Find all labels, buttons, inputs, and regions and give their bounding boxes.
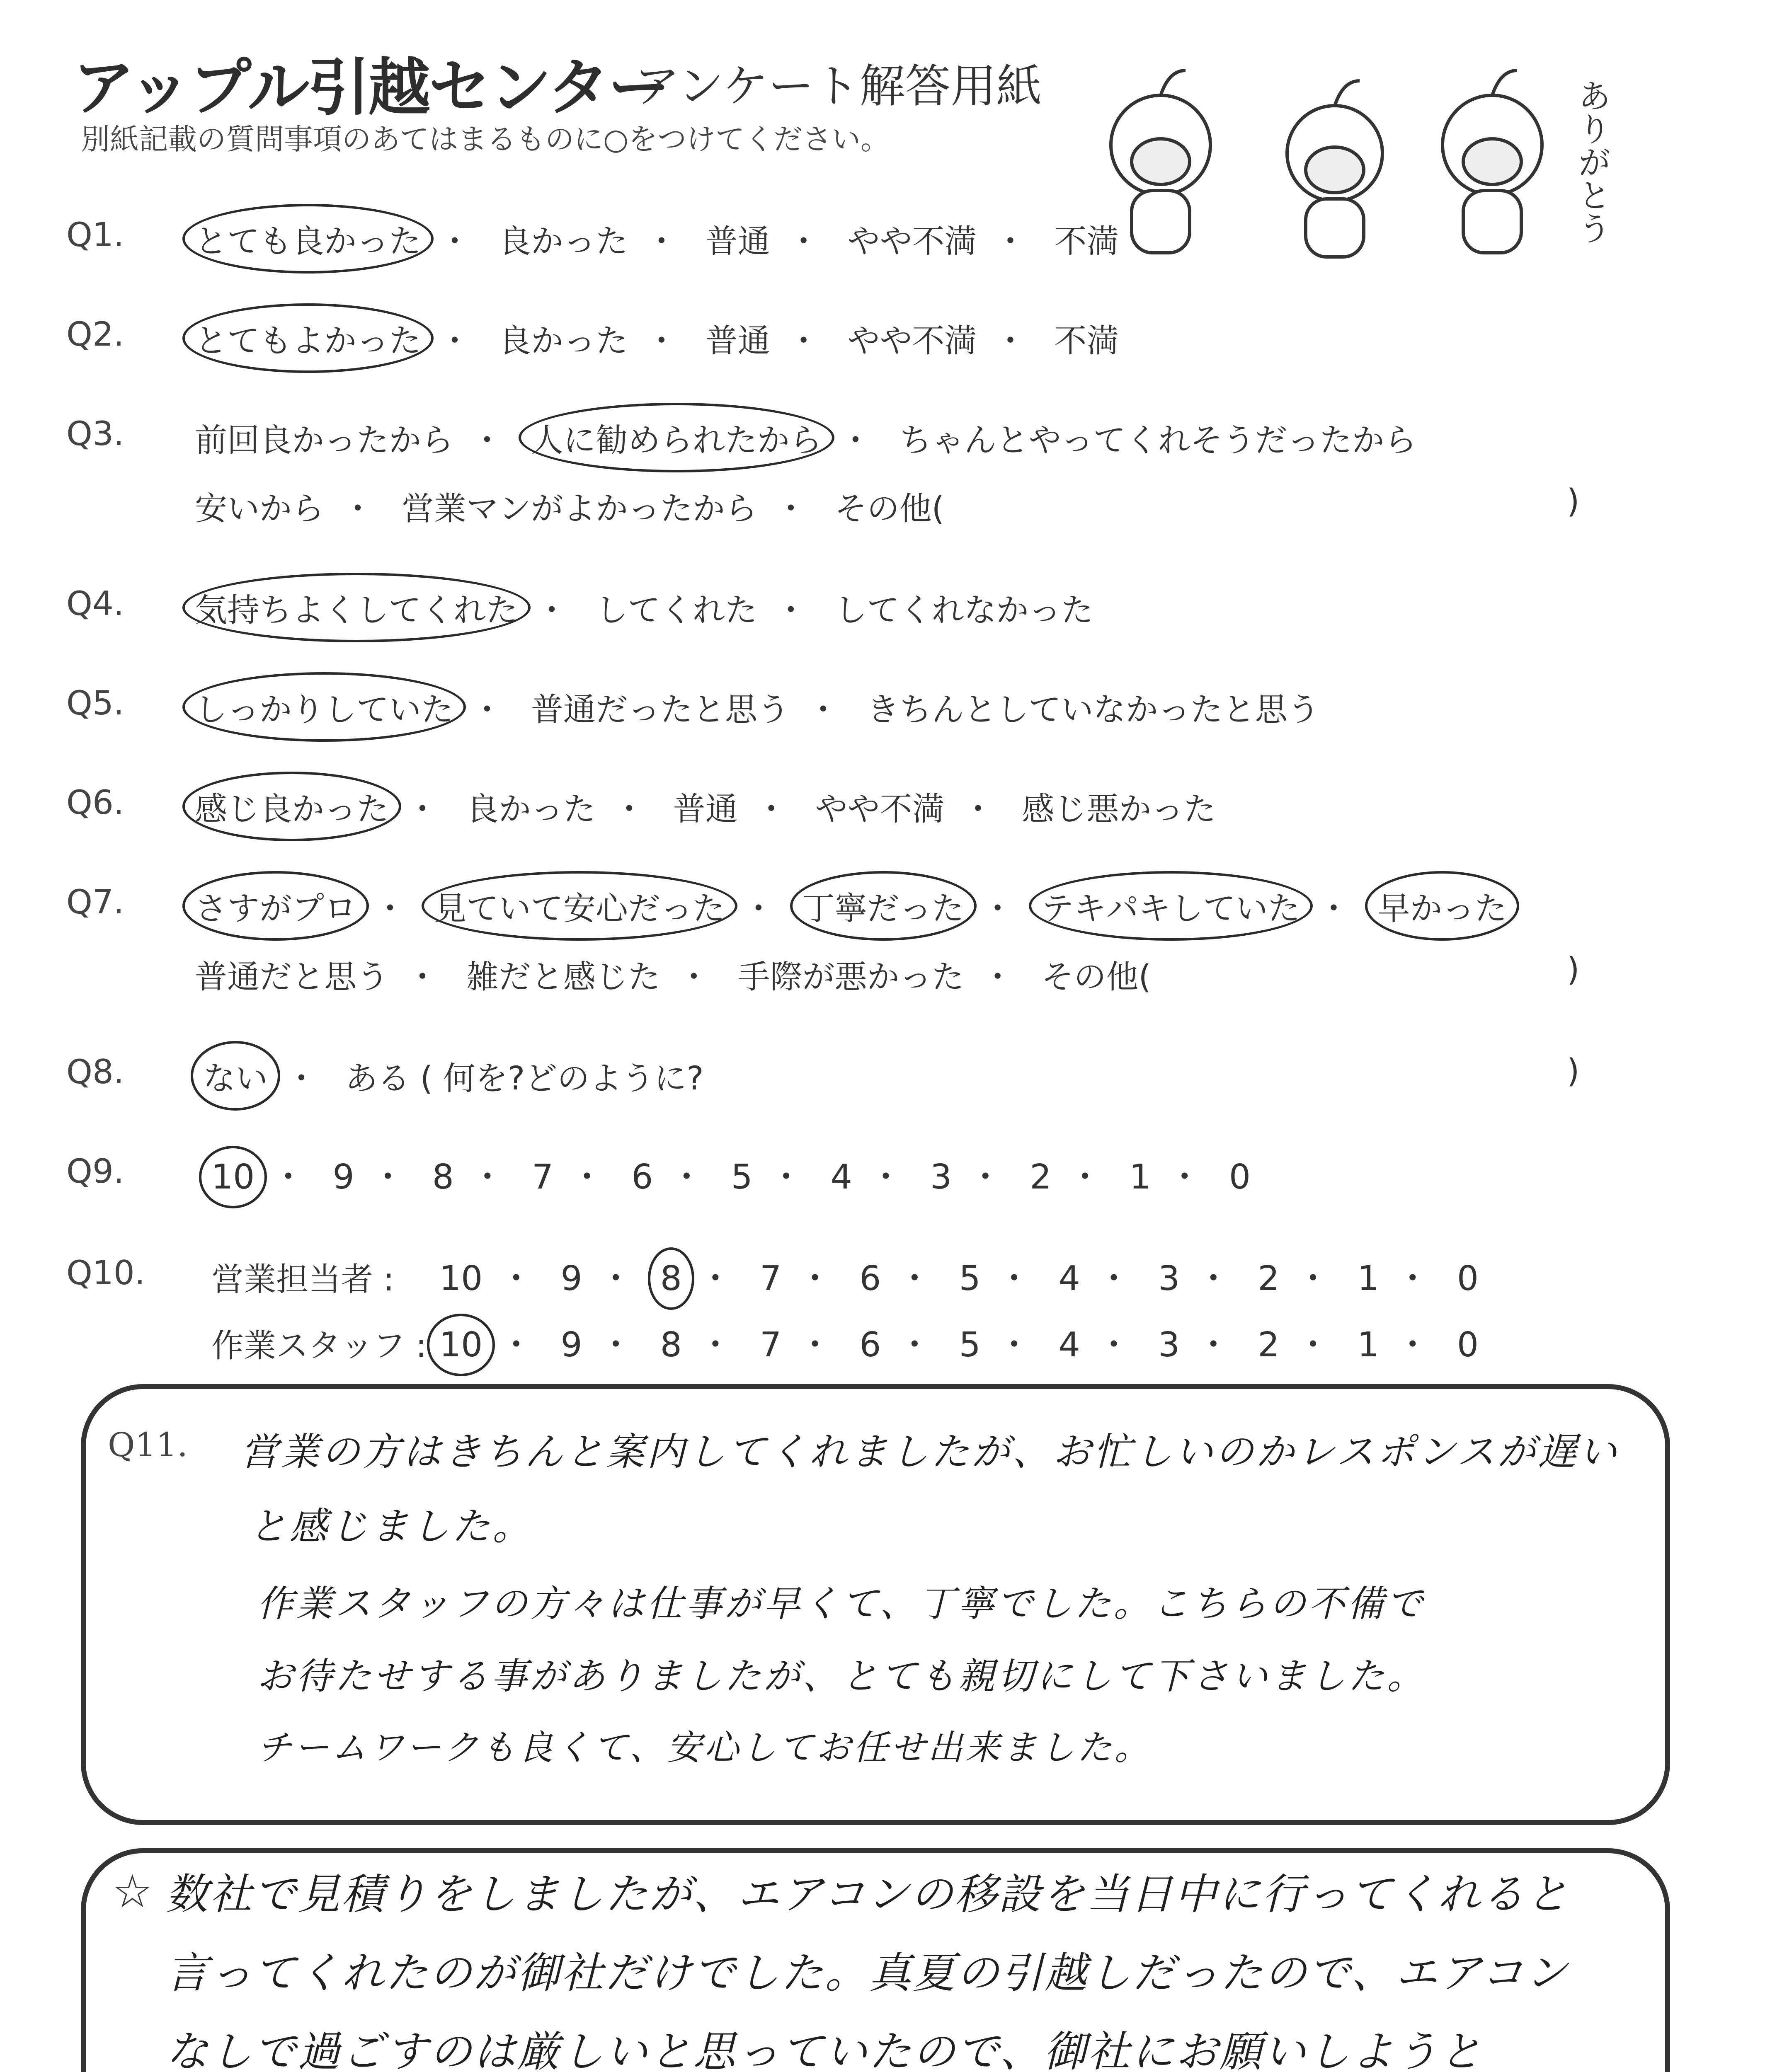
q10-staff-score[interactable]: 5	[959, 1325, 981, 1365]
q10-sales-score[interactable]: 9	[560, 1259, 582, 1298]
q11-line: 営業の方はきちんと案内してくれましたが、お忙しいのかレスポンスが遅い	[240, 1430, 1620, 1474]
q5-option[interactable]: 普通だったと思う	[531, 691, 790, 729]
q10-sales-score[interactable]: 10	[439, 1259, 483, 1298]
q2-options: とてもよかった ・ 良かった ・ 普通 ・ やや不満 ・ 不満	[195, 315, 1119, 361]
q7-option-selected[interactable]: さすがプロ	[195, 883, 356, 929]
q2-option[interactable]: 普通	[705, 322, 770, 360]
q4-number: Q4.	[66, 584, 124, 623]
q5-number: Q5.	[66, 684, 124, 722]
q5-option[interactable]: きちんとしていなかったと思う	[867, 691, 1320, 729]
q7-options-line2: 普通だと思う ・ 雑だと感じた ・ 手際が悪かった ・ その他(	[195, 951, 1151, 997]
star-icon: ☆	[112, 1865, 153, 1918]
q3-options-line2: 安いから ・ 営業マンがよかったから ・ その他(	[195, 483, 944, 529]
q9-score[interactable]: 7	[531, 1157, 554, 1197]
q7-option[interactable]: 雑だと感じた	[466, 959, 660, 996]
q4-option-selected[interactable]: 気持ちよくしてくれた	[195, 584, 518, 631]
q10-staff-score[interactable]: 8	[660, 1325, 682, 1365]
form-title: アンケート解答用紙	[634, 60, 1042, 113]
q8-option-selected[interactable]: ない	[203, 1053, 268, 1099]
q2-option[interactable]: やや不満	[847, 322, 977, 360]
q11-line: と感じました。	[249, 1504, 533, 1549]
monkey-mascot-icon	[1443, 70, 1542, 253]
q5-options: しっかりしていた ・ 普通だったと思う ・ きちんとしていなかったと思う	[195, 684, 1320, 730]
q10-staff-scale: 10 ・ 9 ・ 8 ・ 7 ・ 6 ・ 5 ・ 4 ・ 3 ・ 2 ・ 1 ・ 0	[439, 1325, 1479, 1365]
q8-options: ない ・ ある ( 何を?どのように?	[203, 1053, 704, 1099]
q3-options-line1: 前回良かったから ・ 人に勧められたから ・ ちゃんとやってくれそうだったから	[195, 414, 1417, 461]
q11-line: 作業スタッフの方々は仕事が早くて、丁寧でした。こちらの不備で	[257, 1582, 1426, 1625]
q9-score[interactable]: 5	[731, 1157, 753, 1197]
q10-staff-score[interactable]: 4	[1058, 1325, 1080, 1365]
q10-staff-score[interactable]: 2	[1258, 1325, 1280, 1365]
q5-option-selected[interactable]: しっかりしていた	[195, 684, 453, 730]
q9-score-selected[interactable]: 10	[211, 1157, 255, 1197]
q11-number: Q11.	[108, 1426, 188, 1464]
q3-option-selected[interactable]: 人に勧められたから	[531, 414, 822, 461]
q4-option[interactable]: してくれなかった	[834, 592, 1093, 629]
free-comment-line: 数社で見積りをしましたが、エアコンの移設を当日中に行ってくれると	[166, 1870, 1570, 1919]
q6-option[interactable]: 良かった	[466, 791, 596, 828]
q10-sales-score-selected[interactable]: 8	[660, 1259, 682, 1298]
q7-option-selected[interactable]: 早かった	[1377, 883, 1507, 929]
q9-score[interactable]: 8	[432, 1157, 454, 1197]
q10-sales-score[interactable]: 5	[959, 1259, 981, 1298]
q2-option-selected[interactable]: とてもよかった	[195, 315, 421, 361]
q7-option[interactable]: 普通だと思う	[195, 959, 389, 996]
q10-sales-score[interactable]: 3	[1158, 1259, 1180, 1298]
q10-sales-score[interactable]: 4	[1058, 1259, 1080, 1298]
q6-options: 感じ良かった ・ 良かった ・ 普通 ・ やや不満 ・ 感じ悪かった	[195, 783, 1216, 830]
q11-line: お待たせする事がありましたが、とても親切にして下さいました。	[257, 1655, 1426, 1697]
q6-number: Q6.	[66, 783, 124, 822]
q6-option[interactable]: やや不満	[815, 791, 945, 828]
instructions: 別紙記載の質問事項のあてはまるものに○をつけてください。	[81, 122, 890, 156]
q10-staff-score[interactable]: 0	[1457, 1325, 1479, 1365]
q2-option[interactable]: 不満	[1054, 322, 1119, 360]
q9-score[interactable]: 4	[830, 1157, 852, 1197]
q10-sales-score[interactable]: 0	[1457, 1259, 1479, 1298]
q6-option[interactable]: 普通	[673, 791, 738, 828]
q10-staff-label: 作業スタッフ :	[211, 1327, 427, 1365]
monkey-mascot-icon	[1287, 81, 1382, 257]
q9-score[interactable]: 0	[1229, 1157, 1251, 1197]
q10-sales-score[interactable]: 1	[1357, 1259, 1379, 1298]
q7-number: Q7.	[66, 883, 124, 921]
q10-sales-score[interactable]: 6	[859, 1259, 881, 1298]
q9-score[interactable]: 2	[1030, 1157, 1052, 1197]
q6-option-selected[interactable]: 感じ良かった	[195, 783, 389, 830]
q9-score[interactable]: 6	[631, 1157, 653, 1197]
q1-option-selected[interactable]: とても良かった	[195, 215, 421, 262]
q3-number: Q3.	[66, 414, 124, 453]
free-comment-line: なしで過ごすのは厳しいと思っていたので、御社にお願いしようと	[166, 2027, 1483, 2072]
q3-option[interactable]: 営業マンがよかったから	[401, 490, 757, 528]
q9-score[interactable]: 9	[332, 1157, 354, 1197]
q10-staff-score[interactable]: 7	[759, 1325, 782, 1365]
q9-number: Q9.	[66, 1152, 124, 1191]
q3-option[interactable]: 前回良かったから	[195, 422, 454, 459]
q1-number: Q1.	[66, 215, 124, 254]
q3-paren-close: )	[1567, 483, 1580, 520]
q10-number: Q10.	[66, 1254, 145, 1292]
q11-line: チームワークも良くて、安心してお任せ出来ました。	[257, 1727, 1152, 1768]
q8-number: Q8.	[66, 1053, 124, 1091]
mascot-caption: ありがとう	[1572, 79, 1611, 244]
q10-staff-score[interactable]: 3	[1158, 1325, 1180, 1365]
q10-sales-label: 営業担当者 :	[211, 1261, 395, 1298]
q10-staff-score-selected[interactable]: 10	[439, 1325, 483, 1365]
q1-option[interactable]: 不満	[1054, 223, 1119, 260]
q3-option-other[interactable]: その他(	[834, 490, 945, 528]
q9-score[interactable]: 1	[1129, 1157, 1151, 1197]
q1-option[interactable]: 良かった	[498, 223, 628, 260]
monkey-mascot-icon	[1111, 70, 1210, 253]
q7-option-selected[interactable]: テキパキしていた	[1041, 883, 1300, 929]
q3-option[interactable]: ちゃんとやってくれそうだったから	[899, 422, 1417, 459]
monkey-mascots-illustration	[1078, 54, 1625, 269]
q4-option[interactable]: してくれた	[595, 592, 757, 629]
q8-paren-close: )	[1567, 1053, 1580, 1090]
q7-paren-close: )	[1567, 951, 1580, 988]
q7-option-selected[interactable]: 丁寧だった	[803, 883, 964, 929]
q1-option[interactable]: やや不満	[847, 223, 977, 260]
q10-staff-score[interactable]: 9	[560, 1325, 582, 1365]
q7-option-other[interactable]: その他(	[1041, 959, 1151, 996]
q1-option[interactable]: 普通	[705, 223, 770, 260]
q10-sales-score[interactable]: 2	[1258, 1259, 1280, 1298]
q2-option[interactable]: 良かった	[498, 322, 628, 360]
q10-sales-score[interactable]: 7	[759, 1259, 782, 1298]
q10-staff-score[interactable]: 1	[1357, 1325, 1379, 1365]
q3-option[interactable]: 安いから	[195, 490, 325, 528]
q10-staff-score[interactable]: 6	[859, 1325, 881, 1365]
q2-number: Q2.	[66, 315, 124, 353]
brand-title: アップル引越センター	[73, 52, 669, 124]
q6-option[interactable]: 感じ悪かった	[1022, 791, 1216, 828]
q7-options-line1: さすがプロ ・ 見ていて安心だった ・ 丁寧だった ・ テキパキしていた ・ 早かった	[195, 883, 1507, 929]
free-comment-line: 言ってくれたのが御社だけでした。真夏の引越しだったので、エアコン	[166, 1949, 1569, 1998]
q1-options: とても良かった ・ 良かった ・ 普通 ・ やや不満 ・ 不満	[195, 215, 1119, 262]
q10-sales-scale: 10 ・ 9 ・ 8 ・ 7 ・ 6 ・ 5 ・ 4 ・ 3 ・ 2 ・ 1 ・ 0	[439, 1259, 1479, 1298]
q8-option[interactable]: ある ( 何を?どのように?	[345, 1060, 704, 1097]
q9-score[interactable]: 3	[930, 1157, 952, 1197]
q7-option-selected[interactable]: 見ていて安心だった	[434, 883, 725, 929]
q4-options: 気持ちよくしてくれた ・ してくれた ・ してくれなかった	[195, 584, 1093, 631]
q7-option[interactable]: 手際が悪かった	[737, 959, 964, 996]
q9-scale: 10 ・ 9 ・ 8 ・ 7 ・ 6 ・ 5 ・ 4 ・ 3 ・ 2 ・ 1 ・ 0	[211, 1157, 1251, 1197]
